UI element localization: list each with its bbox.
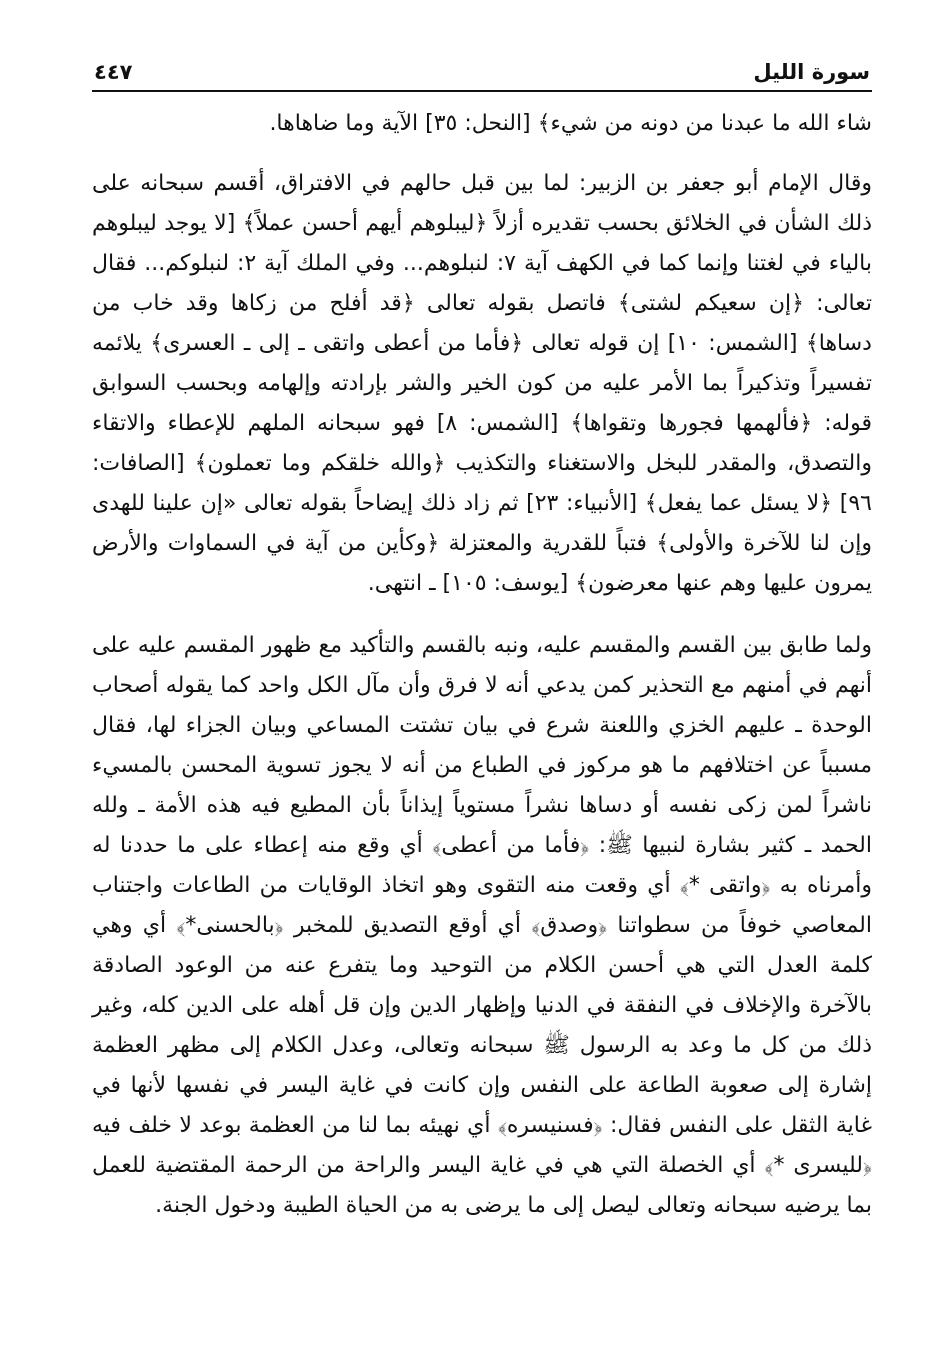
paragraph-commentary: ولما طابق بين القسم والمقسم عليه، ونبه بالقسم والتأكيد مع ظهور المقسم عليه على أنهم في أمنهم مع التحذير كمن يدعي أنه لا فرق وأن مآل الكل واحد كما يقوله أصحاب الوحدة ـ عليهم الخزي واللعنة شرع في بيان تشتت المساعي وبيان الجزاء لها، فقال مسبباً عن اختلافهم ما هو مركوز في الطباع من أنه لا يجوز تسوية المحسن بالمسيء ناشراً لمن زكى نفسه أو دساها نشراً مستوياً إيذاناً بأن المطيع فيه هذه الأمة ـ ولله الحمد ـ كثير بشارة لنبيها ﷺ: ﴿فأما من أعطى﴾ أي وقع منه إعطاء على ما حددنا له وأمرناه به ﴿واتقى *﴾ أي وقعت منه التقوى وهو اتخاذ الوقايات من الطاعات واجتناب المعاصي خوفاً من سطواتنا ﴿وصدق﴾ أي أوقع التصديق للمخبر ﴿بالحسنى*﴾ أي وهي كلمة العدل التي هي أحسن الكلام من التوحيد وما يتفرع عنه من الوعود الصادقة بالآخرة والإخلاف في النفقة في الدنيا وإظهار الدين وإن قل أهله على الدين كله، وغير ذلك من كل ما وعد به الرسول ﷺ سبحانه وتعالى، وعدل الكلام إلى مظهر العظمة إشارة إلى صعوبة الطاعة على النفس وإن كانت في غاية اليسر في نفسها لأنها في غاية الثقل على النفس فقال: ﴿فسنيسره﴾ أي نهيئه بما لنا من العظمة بوعد لا خلف فيه ﴿لليسرى *﴾ أي الخصلة التي هي في غاية اليسر والراحة من الرحمة المقتضية للعمل بما يرضيه سبحانه وتعالى ليصل إلى ما يرضى به من الحياة الطيبة ودخول الجنة. bbox=[92, 633, 872, 1218]
paragraph-ibn-zubair-quote: وقال الإمام أبو جعفر بن الزبير: لما بين قبل حالهم في الافتراق، أقسم سبحانه على ذلك الشأن في الخلائق بحسب تقديره أزلاً ﴿ليبلوهم أيهم أحسن عملاً﴾ [لا يوجد ليبلوهم بالياء في لغتنا وإنما كما في الكهف آية ٧: لنبلوهم... وفي الملك آية ٢: لنبلوكم... فقال تعالى: ﴿إن سعيكم لشتى﴾ فاتصل بقوله تعالى ﴿قد أفلح من زكاها وقد خاب من دساها﴾ [الشمس: ١٠] إن قوله تعالى ﴿فأما من أعطى واتقى ـ إلى ـ العسرى﴾ يلائمه تفسيراً وتذكيراً بما الأمر عليه من كون الخير والشر بإرادته وإلهامه وبحسب السوابق قوله: ﴿فألهمها فجورها وتقواها﴾ [الشمس: ٨] فهو سبحانه الملهم للإعطاء والاتقاء والتصدق، والمقدر للبخل والاستغناء والتكذيب ﴿والله خلقكم وما تعملون﴾ [الصافات: ٩٦] ﴿لا يسئل عما يفعل﴾ [الأنبياء: ٢٣] ثم زاد ذلك إيضاحاً بقوله تعالى «إن علينا للهدى وإن لنا للآخرة والأولى﴾ فتباً للقدرية والمعتزلة ﴿وكأين من آية في السماوات والأرض يمرون عليها وهم عنها معرضون﴾ [يوسف: ١٠٥] ـ انتهى. bbox=[92, 171, 872, 596]
header-divider bbox=[92, 90, 872, 92]
body-text bbox=[92, 104, 872, 1226]
page-header bbox=[94, 58, 870, 88]
paragraph-continuation: شاء الله ما عبدنا من دونه من شيء﴾ [النحل: ٣٥] الآية وما ضاهاها. bbox=[269, 111, 872, 136]
surah-title: سورة الليل bbox=[753, 60, 870, 84]
page-number: ٤٤٧ bbox=[94, 60, 133, 84]
